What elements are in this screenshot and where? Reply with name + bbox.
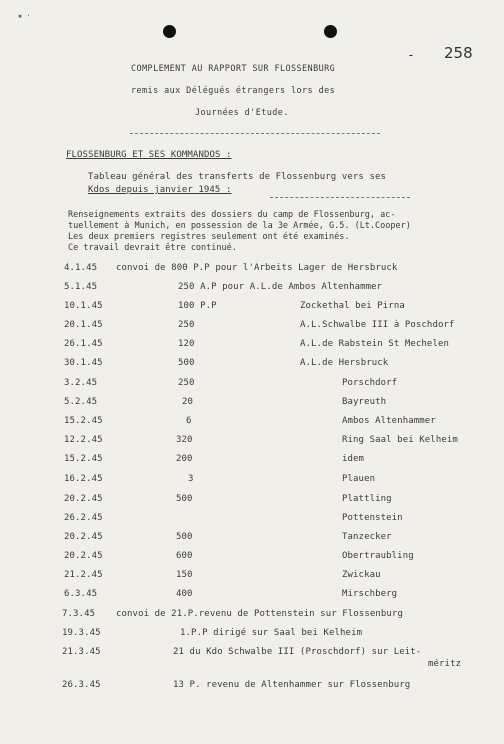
row-date: 21.2.45 bbox=[64, 570, 103, 580]
row-destination: A.L.Schwalbe III à Poschdorf bbox=[300, 320, 455, 330]
row-destination: Plattling bbox=[342, 494, 392, 504]
row-destination: Pottenstein bbox=[342, 513, 403, 523]
row-destination: Ring Saal bei Kelheim bbox=[342, 435, 458, 445]
row-date: 4.1.45 bbox=[64, 263, 98, 273]
note-date: 19.3.45 bbox=[62, 628, 101, 638]
row-date: 15.2.45 bbox=[64, 416, 103, 426]
row-destination: Tanzecker bbox=[342, 532, 392, 542]
row-date: 6.3.45 bbox=[64, 589, 98, 599]
note-text: convoi de 21.P.revenu de Pottenstein sur Flossenburg bbox=[116, 609, 403, 619]
page-number: 258 bbox=[444, 44, 473, 62]
row-destination: Plauen bbox=[342, 474, 376, 484]
intro-line-4: Ce travail devrait être continué. bbox=[68, 243, 237, 253]
row-detail: convoi de 800 P.P pour l'Arbeits Lager de Hersbruck bbox=[116, 263, 398, 273]
note-date: 7.3.45 bbox=[62, 609, 96, 619]
row-count: 250 bbox=[178, 320, 195, 330]
note-date: 26.3.45 bbox=[62, 680, 101, 690]
row-date: 5.1.45 bbox=[64, 282, 98, 292]
note-text: 13 P. revenu de Altenhammer sur Flossenburg bbox=[173, 680, 411, 690]
row-date: 15.2.45 bbox=[64, 454, 103, 464]
header-line-3: Journées d'Etude. bbox=[195, 108, 289, 118]
row-date: 16.2.45 bbox=[64, 474, 103, 484]
row-date: 20.1.45 bbox=[64, 320, 103, 330]
section-subtitle-line-1: Tableau général des transferts de Flossenburg vers ses bbox=[88, 172, 386, 182]
punch-hole-left bbox=[163, 25, 176, 38]
row-destination: idem bbox=[342, 454, 365, 464]
row-count: 6 bbox=[186, 416, 192, 426]
header-separator bbox=[130, 133, 380, 134]
row-date: 3.2.45 bbox=[64, 378, 98, 388]
row-date: 20.2.45 bbox=[64, 494, 103, 504]
row-date: 26.1.45 bbox=[64, 339, 103, 349]
row-destination: A.L.de Rabstein St Mechelen bbox=[300, 339, 449, 349]
row-count: 400 bbox=[176, 589, 193, 599]
intro-line-2: tuellement à Munich, en possession de la 3e Armée, G.5. (Lt.Cooper) bbox=[68, 221, 411, 231]
row-count: 250 bbox=[178, 378, 195, 388]
paper-specks: ▪ · bbox=[18, 12, 31, 20]
row-count: 200 bbox=[176, 454, 193, 464]
row-date: 5.2.45 bbox=[64, 397, 98, 407]
row-destination: Bayreuth bbox=[342, 397, 387, 407]
row-destination: Obertraubling bbox=[342, 551, 414, 561]
row-destination: Zwickau bbox=[342, 570, 381, 580]
section-title: FLOSSENBURG ET SES KOMMANDOS : bbox=[66, 150, 232, 160]
page-number-prefix: - bbox=[407, 48, 415, 63]
header-line-1: COMPLEMENT AU RAPPORT SUR FLOSSENBURG bbox=[131, 64, 336, 74]
row-destination: Mirschberg bbox=[342, 589, 398, 599]
note-continuation: méritz bbox=[428, 659, 462, 669]
row-detail: 250 A.P pour A.L.de Ambos Altenhammer bbox=[178, 282, 383, 292]
note-text: 21 du Kdo Schwalbe III (Proschdorf) sur Leit- bbox=[173, 647, 422, 657]
row-count: 600 bbox=[176, 551, 193, 561]
row-count: 500 bbox=[176, 532, 193, 542]
subtitle-dash-line bbox=[270, 197, 410, 198]
header-line-2: remis aux Délégués étrangers lors des bbox=[131, 86, 336, 96]
row-count: 3 bbox=[188, 474, 194, 484]
row-count: 500 bbox=[176, 494, 193, 504]
row-count: 500 bbox=[178, 358, 195, 368]
row-destination: Porschdorf bbox=[342, 378, 398, 388]
row-date: 20.2.45 bbox=[64, 532, 103, 542]
row-count: 20 bbox=[182, 397, 194, 407]
row-date: 12.2.45 bbox=[64, 435, 103, 445]
intro-line-1: Renseignements extraits des dossiers du camp de Flossenburg, ac- bbox=[68, 210, 396, 220]
intro-line-3: Les deux premiers registres seulement ont été examinés. bbox=[68, 232, 350, 242]
row-date: 26.2.45 bbox=[64, 513, 103, 523]
row-count: 100 P.P bbox=[178, 301, 217, 311]
note-text: 1.P.P dirigé sur Saal bei Kelheim bbox=[180, 628, 363, 638]
row-count: 320 bbox=[176, 435, 193, 445]
row-date: 10.1.45 bbox=[64, 301, 103, 311]
row-count: 120 bbox=[178, 339, 195, 349]
row-count: 150 bbox=[176, 570, 193, 580]
row-destination: Ambos Altenhammer bbox=[342, 416, 436, 426]
note-date: 21.3.45 bbox=[62, 647, 101, 657]
row-date: 30.1.45 bbox=[64, 358, 103, 368]
row-destination: A.L.de Hersbruck bbox=[300, 358, 389, 368]
punch-hole-right bbox=[324, 25, 337, 38]
section-subtitle-line-2: Kdos depuis janvier 1945 : bbox=[88, 185, 232, 195]
row-destination: Zockethal bei Pirna bbox=[300, 301, 405, 311]
row-date: 20.2.45 bbox=[64, 551, 103, 561]
